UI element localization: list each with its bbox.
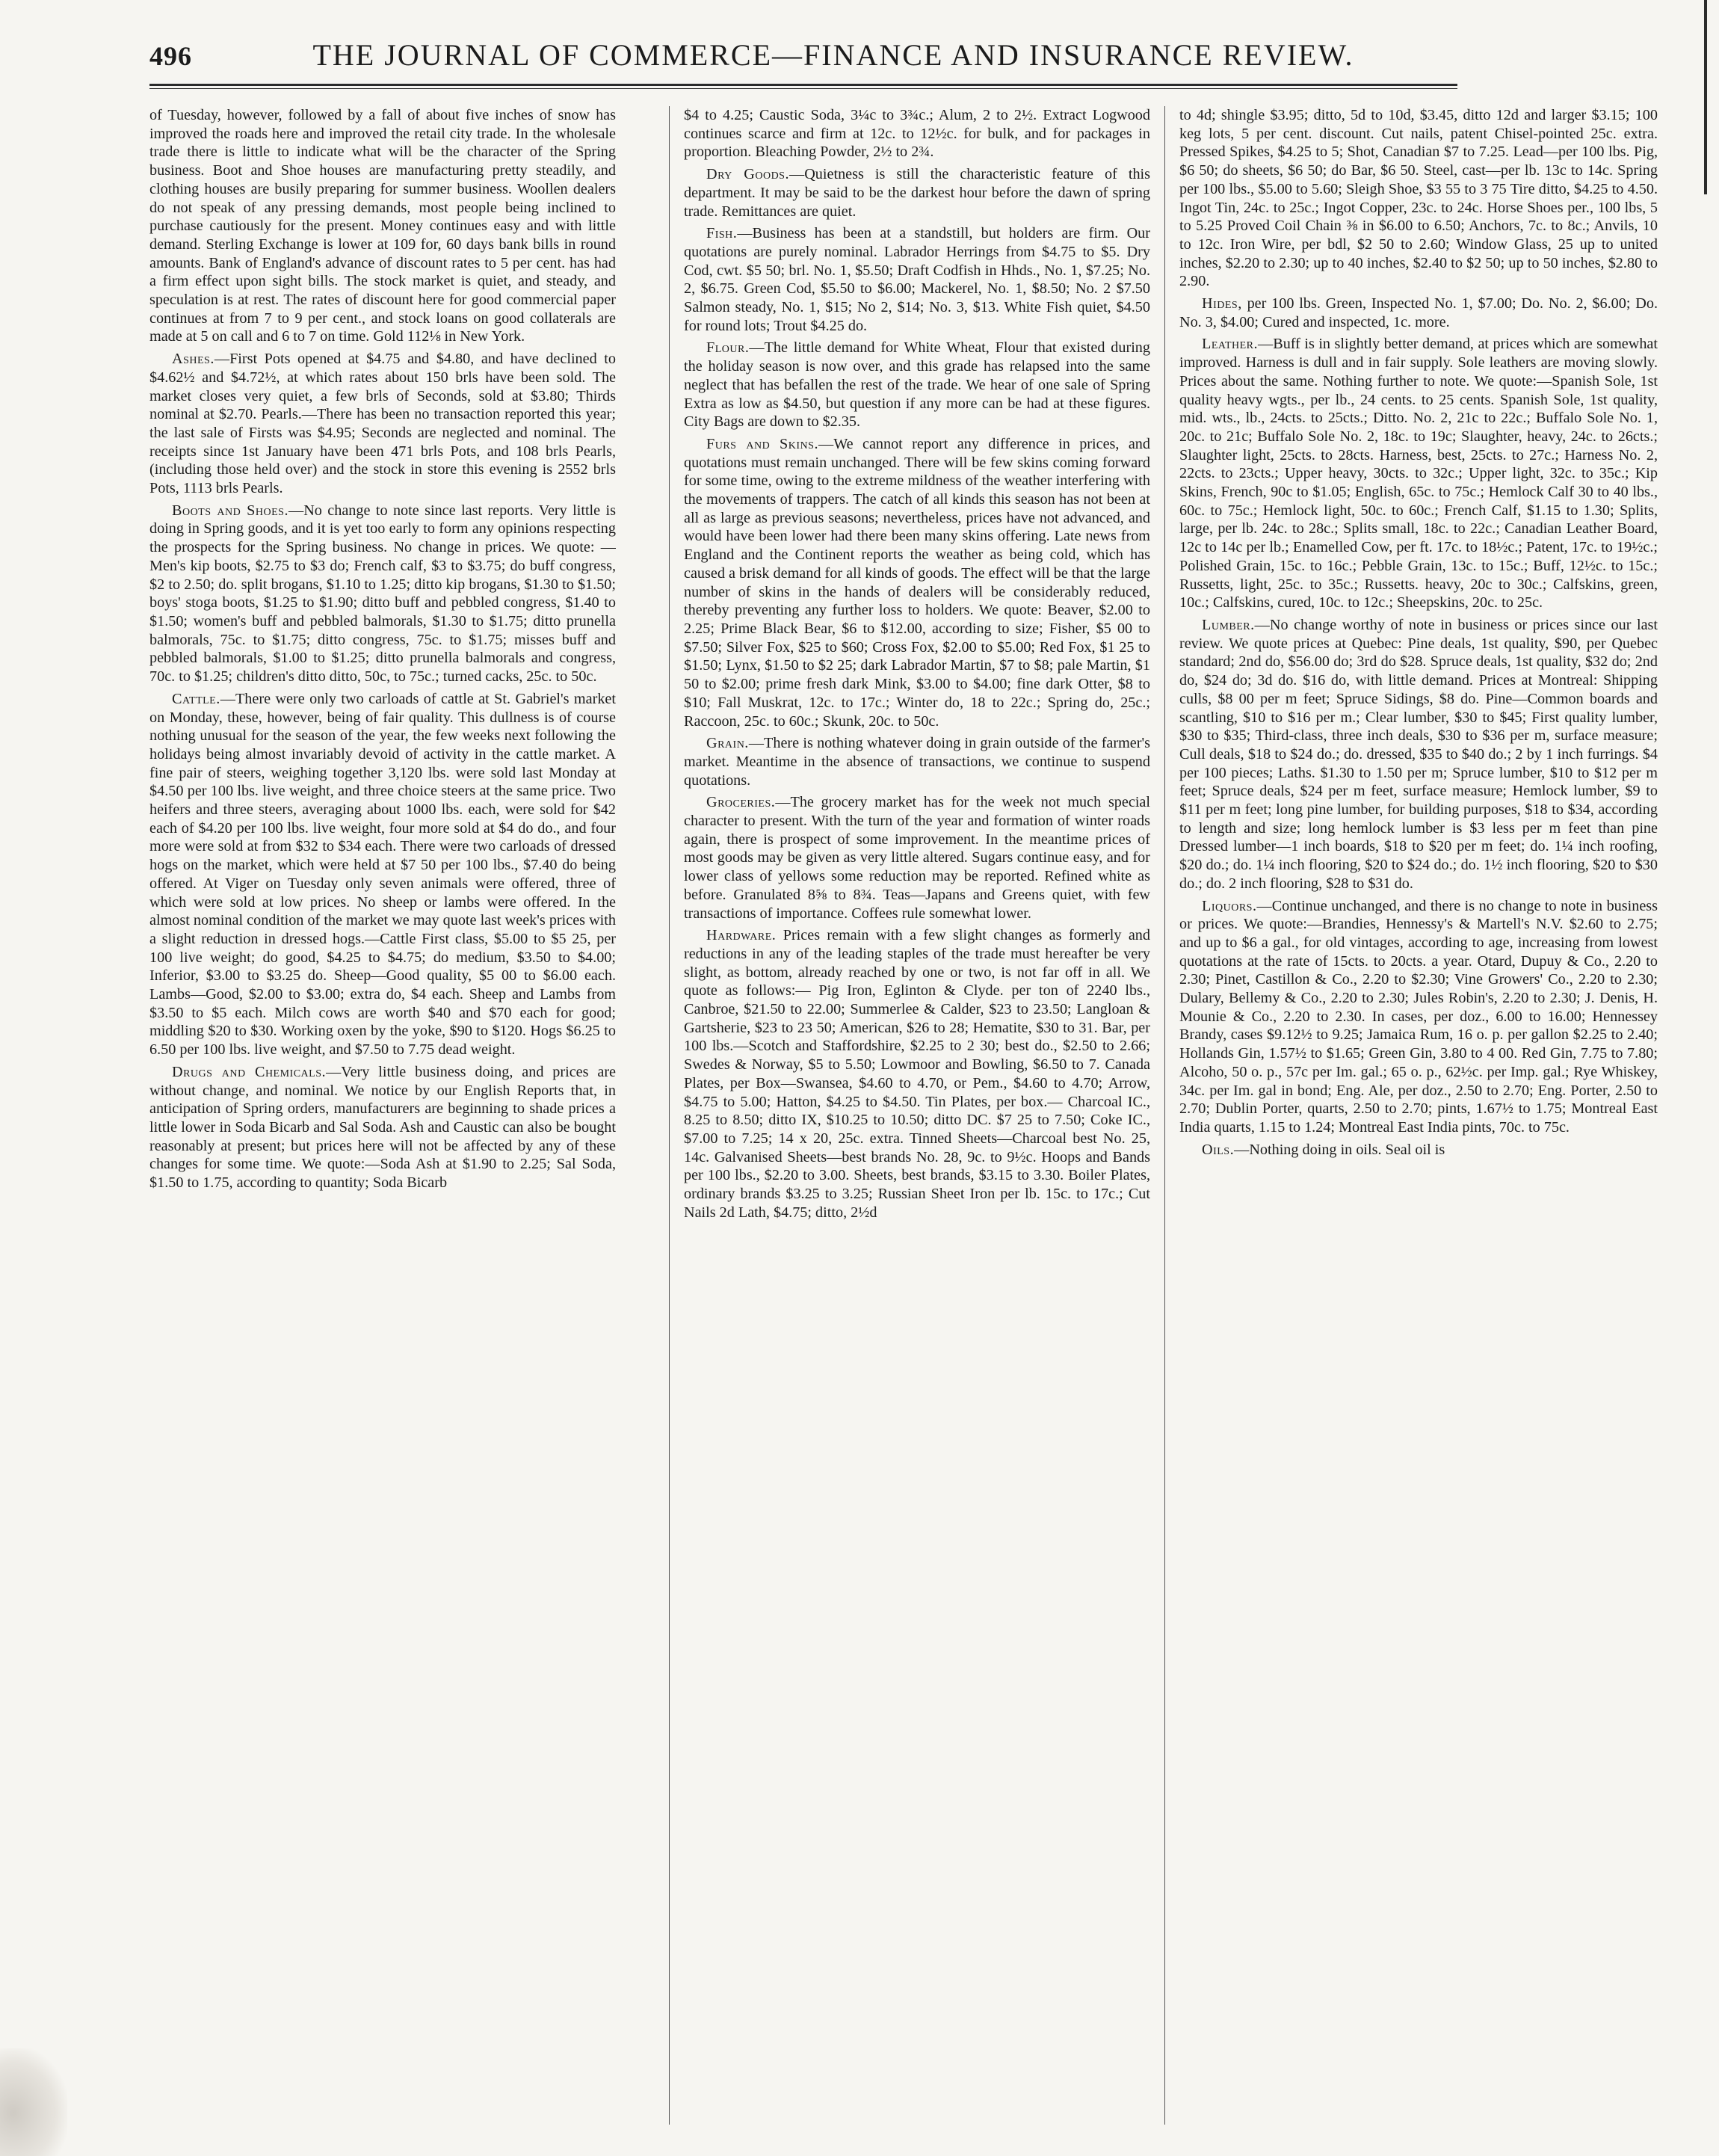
section-heading: Groceries.: [706, 794, 776, 811]
paragraph-text: —Nothing doing in oils. Seal oil is: [1234, 1141, 1445, 1158]
paragraph-text: —Very little business doing, and prices are without change, and nominal. We notice by our English Reports that, in anticipation of Spring orders, manufacturers are beginning to shade prices a little lower in Soda Bicarb and Sal Soda. Ash and Caustic can also be bought reasonably at present; but prices here will not be affected by any of these changes for some time. We quote:—Soda Ash at $1.90 to 2.25; Sal Soda, $1.50 to 1.75, according to quantity; Soda Bicarb: [149, 1063, 616, 1192]
page-stain: [0, 2048, 67, 2156]
paragraph-text: —Quietness is still the characteristic feature of this department. It may be said to be the darkest hour before the dawn of spring trade. Remittances are quiet.: [684, 166, 1150, 220]
paragraph-text: —Buff is in slightly better demand, at prices which are somewhat improved. Harness is dull and in fair supply. Sole leathers are moving slowly. Prices about the same. Nothing further to note. We quote:—Spanish Sole, 1st quality heavy wgts., per lb., 24 cents. to 25 cents. Spanish Sole, 1st quality, mid. wts., lb., 24cts. to 25cts.; Ditto. No. 2, 21c to 22c.; Buffalo Sole No. 1, 20c. to 21c; Buffalo Sole No. 2, 18c. to 19c; Slaughter, heavy, 24c. to 26cts.; Slaughter light, 25cts. to 28cts. Harness, best, 25cts. to 27c.; Harness No. 2, 22cts. to 23cts.; Upper heavy, 30cts. to 32c.; Upper light, 32c. to 35c.; Kip Skins, French, 90c to $1.05; English, 65c. to 75c.; Hemlock Calf 30 to 40 lbs., 60c. to 75c.; Hemlock light, 50c. to 60c.; French Calf, $1.15 to 1.30; Splits, large, per lb. 24c. to 28c.; Splits small, 18c. to 22c.; Canadian Leather Board, 12c to 14c per lb.; Enamelled Cow, per ft. 17c. to 18½c.; Patent, 17c. to 19½c.; Polished Grain, 15c. to 16c.; Pebble Grain, 13c. to 15c.; Buff, 12½c. to 15c.; Russetts, light, 25c. to 35c.; Russetts. heavy, 20c to 30c.; Calfskins, green, 10c.; Calfskins, cured, 10c. to 12c.; Sheepskins, 20c. to 25c.: [1179, 336, 1658, 612]
market-report-paragraph: [149, 690, 616, 1059]
market-report-paragraph: [149, 350, 616, 498]
market-report-paragraph: [1179, 295, 1658, 331]
market-report-paragraph: [149, 1063, 616, 1192]
section-heading: Liquors.: [1202, 897, 1257, 914]
market-report-paragraph: [684, 435, 1150, 730]
section-heading: Flour.: [706, 339, 750, 357]
column-3: [1179, 106, 1658, 2125]
paragraph-text: Prices remain with a few slight changes as formerly and reductions in any of the leading staples of the trade must hereafter be very slight, as bottom, already reached by one or two, is not far off in all. We quote as follows:— Pig Iron, Eglinton & Clyde. per ton of 2240 lbs., Canbroe, $21.50 to 22.00; Summerlee & Calder, $23 to 23.50; Langloan & Gartsherie, $23 to 23 50; American, $26 to 28; Hematite, $30 to 31. Bar, per 100 lbs.—Scotch and Staffordshire, $2.25 to 2 30; best do., $2.50 to 2.66; Swedes & Norway, $5 to 5.50; Lowmoor and Bowling, $6.50 to 7. Canada Plates, per Box—Swansea, $4.60 to 4.70, or Pem., $4.60 to 4.70; Arrow, $4.75 to 5.00; Hatton, $4.25 to $4.50. Tin Plates, per box.— Charcoal IC., 8.25 to 8.50; ditto IX, $10.25 to 10.50; ditto DC. $7 25 to 7.50; Coke IC., $7.00 to 7.25; 14 x 20, 25c. extra. Tinned Sheets—Charcoal best No. 25, 14c. Galvanised Sheets—best brands No. 28, 9c. to 9½c. Hoops and Bands per 100 lbs., $2.20 to 3.00. Sheets, best brands, $3.15 to 3.30. Boiler Plates, ordinary brands $3.25 to 3.25; Russian Sheet Iron per lb. 15c. to 17c.; Cut Nails 2d Lath, $4.75; ditto, 2½d: [684, 927, 1150, 1221]
column-divider: [1164, 106, 1165, 2125]
paragraph-text: —The grocery market has for the week not much special character to present. With the turn of the year and formation of winter roads again, there is prospect of some improvement. In the meantime prices of most goods may be given as very little altered. Sugars continue easy, and for lower class of yellows some reduction may be reported. Refined white as before. Granulated 8⅝ to 8¾. Teas—Japans and Greens quiet, with few transactions of importance. Coffees rule somewhat lower.: [684, 794, 1150, 922]
paragraph-text: —No change worthy of note in business or prices since our last review. We quote prices at Quebec: Pine deals, 1st quality, $90, per Quebec standard; 2nd do, $56.00 do; 3rd do $28. Spruce deals, 1st quality, $32 do; 2nd do, $24 do; 3d do. $16 do, with little demand. Prices at Montreal: Shipping culls, $8 00 per m feet; Spruce Sidings, $8 do. Pine—Common boards and scantling, $10 to $16 per m.; Clear lumber, $30 to $45; First quality lumber, $30 to $35; Third-class, three inch deals, $30 to $36 per m, surface measure; Cull deals, $18 to $24 do.; do. dressed, $35 to $40 do.; 2 by 1 inch furrings. $4 per 100 pieces; Laths. $1.30 to 1.50 per m; Spruce lumber, $10 to $12 per m feet; Spruce deals, $24 per m feet, surface measure; Hemlock lumber, $9 to $11 per m feet; long pine lumber, for building purposes, $18 to $34, according to length and size; long hemlock lumber is $3 less per m feet than pine Dressed lumber—1 inch boards, $18 to $20 per m feet; do. 1¼ inch roofing, $20 do.; do. 1¼ inch flooring, $20 to $24 do.; do. 1½ inch flooring, $20 to $30 do.; do. 2 inch flooring, $28 to $31 do.: [1179, 616, 1658, 892]
market-report-paragraph: [1179, 897, 1658, 1137]
paragraph-text: —There were only two carloads of cattle at St. Gabriel's market on Monday, these, however, being of fair quality. This dullness is of course nothing unusual for the season of the year, the few weeks next following the holidays being almost invariably devoid of activity in the cattle market. A fine pair of steers, weighing together 3,120 lbs. were sold last Monday at $4.50 per 100 lbs. live weight, and three choice steers at the same price. Two heifers and three steers, averaging about 1000 lbs. each, were sold for $42 each of $4.20 per 100 lbs. live weight, four more sold at $4 do do., and four more were sold at from $32 to $34 each. There were two carloads of dressed hogs on the market, which were held at $7 50 per 100 lbs., $7.40 do being offered. At Viger on Tuesday only seven animals were offered, three of which were sold at low prices. No sheep or lambs were offered. In the almost nominal condition of the market we may quote last week's prices with a slight reduction in dressed hogs.—Cattle First class, $5.00 to $5 25, per 100 live weight; do good, $4.25 to $4.75; do medium, $3.50 to $4.00; Inferior, $3.00 to $3.25 do. Sheep—Good quality, $5 00 to $6.00 each. Lambs—Good, $2.00 to $3.00; extra do, $4 each. Sheep and Lambs from $3.50 to $5 each. Milch cows are worth $40 and $70 each for good; middling $20 to $30. Working oxen by the yoke, $90 to $120. Hogs $6.25 to 6.50 per 100 lbs. live weight, and $7.50 to 7.75 dead weight.: [149, 690, 616, 1059]
market-report-paragraph: [1179, 616, 1658, 893]
market-report-paragraph: [684, 926, 1150, 1222]
market-report-paragraph: [1179, 335, 1658, 612]
market-report-paragraph: [684, 224, 1150, 335]
paragraph-text: $4 to 4.25; Caustic Soda, 3¼c to 3¾c.; Alum, 2 to 2½. Extract Logwood continues scarce and firm at 12c. to 12½c. for bulk, and for packages in proportion. Bleaching Powder, 2½ to 2¾.: [684, 107, 1150, 161]
market-report-paragraph: [149, 502, 616, 686]
section-heading: Oils.: [1202, 1141, 1235, 1158]
section-heading: Lumber.: [1202, 616, 1255, 633]
section-heading: Ashes.: [172, 351, 215, 368]
paragraph-text: —Continue unchanged, and there is no change to note in business or prices. We quote:—Brandies, Hennessy's & Martell's N.V. $2.60 to 2.75; and up to $6 a gal., for old vintages, according to age, increasing from lowest quotations at the rate of 15cts. to 20cts. a year. Otard, Dupuy & Co., 2.20 to 2.30; Pinet, Castillon & Co., 2.20 to $2.30; Vine Growers' Co., 2.20 to 2.30; Dulary, Bellemy & Co., 2.20 to 2.30; Jules Robin's, 2.20 to 2.30; J. Denis, H. Mounie & Co., 2.20 to 2.30. In cases, per doz., 6.00 to 16.00; Hennessey Brandy, cases $9.12½ to 9.25; Jamaica Rum, 16 o. p. per gallon $2.25 to 2.40; Hollands Gin, 1.57½ to $1.65; Green Gin, 3.80 to 4 00. Red Gin, 7.75 to 7.80; Alcoho, 50 o. p., 57c per Im. gal.; 65 o. p., 62½c. per Imp. gal.; Rye Whiskey, 34c. per Im. gal in bond; Eng. Ale, per doz., 2.50 to 2.70; Eng. Porter, 2.50 to 2.70; Dublin Porter, quarts, 2.50 to 2.70; pints, 1.67½ to 1.75; Montreal East India quarts, 1.15 to 1.24; Montreal East India pints, 70c. to 75c.: [1179, 897, 1658, 1136]
column-1: [149, 106, 616, 2125]
section-heading: Grain.: [706, 735, 749, 752]
paragraph-text: —We cannot report any difference in prices, and quotations must remain unchanged. There will be few skins coming forward for some time, owing to the extreme mildness of the weather interfering with the movements of trappers. The catch of all kinds this season has not been at all as large as previous seasons; nevertheless, prices have not advanced, and would have been lower had there been many skins offering. Late news from England and the Continent reports the weather as being cold, which has caused a brisk demand for all kinds of goods. The effect will be that the large number of skins in the hands of dealers will be considerably reduced, thereby preventing any further loss to holders. We quote: Beaver, $2.00 to 2.25; Prime Black Bear, $6 to $12.00, according to size; Fisher, $5 00 to $7.50; Silver Fox, $25 to $60; Cross Fox, $2.00 to $5.00; Red Fox, $1 25 to $1.50; Lynx, $1.50 to $2 25; dark Labrador Martin, $7 to $8; pale Martin, $1 50 to $2.00; prime fresh dark Mink, $3.00 to $4.00; fine dark Otter, $8 to $10; Fall Muskrat, 12c. to 17c.; Winter do, 18 to 22c.; Spring do, 25c.; Raccoon, 25c. to 60c.; Skunk, 20c. to 50c.: [684, 435, 1150, 730]
page-edge-mark: [1704, 0, 1707, 194]
section-heading: Hardware.: [706, 927, 777, 944]
market-report-paragraph: [684, 165, 1150, 221]
section-heading: Leather.: [1202, 336, 1259, 353]
section-heading: Dry Goods.: [706, 166, 790, 183]
running-title: THE JOURNAL OF COMMERCE—FINANCE AND INSURANCE REVIEW.: [312, 38, 1354, 72]
paragraph-text: per 100 lbs. Green, Inspected No. 1, $7.00; Do. No. 2, $6.00; Do. No. 3, $4.00; Cured and inspected, 1c. more.: [1179, 295, 1658, 330]
paragraph-text: to 4d; shingle $3.95; ditto, 5d to 10d, $3.45, ditto 12d and larger $3.15; 100 keg lots, 5 per cent. discount. Cut nails, patent Chisel-pointed 25c. extra. Pressed Spikes, $4.25 to 5; Shot, Canadian $7 to 7.25. Lead—per 100 lbs. Pig, $6 50; do sheets, $6 50; do Bar, $6 50. Steel, cast—per lb. 13c to 14c. Spring per 100 lbs., $5.00 to 5.60; Sleigh Shoe, $3 55 to 3 75 Tire ditto, $4.25 to 4.50. Ingot Tin, 24c. to 25c.; Ingot Copper, 23c. to 24c. Horse Shoes per., 100 lbs, 5 to 5.25 Proved Coil Chain ⅜ in $6.00 to 6.50; Anchors, 7c. to 8c.; Anvils, 10 to 12c. Iron Wire, per bdl, $2 50 to 2.60; Window Glass, 25 up to united inches, $2.20 to 2.30; up to 40 inches, $2.40 to $2 50; up to 50 inches, $2.80 to 2.90.: [1179, 107, 1658, 290]
section-heading: Furs and Skins.: [706, 435, 819, 452]
continued-paragraph: [149, 106, 616, 346]
column-divider: [669, 106, 670, 2125]
section-heading: Boots and Shoes.: [172, 502, 289, 519]
paragraph-text: of Tuesday, however, followed by a fall of about five inches of snow has improved the roads here and improved the retail city trade. In the wholesale trade there is little to indicate what will be the character of the Spring business. Boot and Shoe houses are manufacturing pretty steadily, and clothing houses are busily preparing for summer business. Woollen dealers do not speak of any pressing demands, most people being inclined to purchase cautiously for the present. Money continues easy and with little demand. Sterling Exchange is lower at 109 for, 60 days bank bills in round amounts. Bank of England's advance of discount rates to 5 per cent. has had a firm effect upon sight bills. The stock market is quiet, and steady, and speculation is at rest. The rates of discount here for good commercial paper continues at from 7 to 9 per cent., and stock loans on good collaterals are made at 5 on call and 6 to 7 on time. Gold 112⅛ in New York.: [149, 107, 616, 345]
market-report-paragraph: [684, 734, 1150, 789]
market-report-paragraph: [1179, 1141, 1658, 1159]
continued-paragraph: [1179, 106, 1658, 291]
section-heading: Fish.: [706, 225, 738, 242]
paragraph-text: —Business has been at a standstill, but holders are firm. Our quotations are purely nominal. Labrador Herrings from $4.75 to $5. Dry Cod, cwt. $5 50; brl. No. 1, $5.50; Draft Codfish in Hhds., No. 1, $7.25; No. 2, $6.75. Green Cod, $5.50 to $6.00; Mackerel, No. 1, $8.50; No. 2 $7.50 Salmon steady, No. 1, $15; No 2, $14; No. 3, $13. White Fish quiet, $4.50 for round lots; Trout $4.25 do.: [684, 225, 1150, 334]
page-header: [149, 37, 1457, 75]
column-2: [684, 106, 1150, 2125]
header-rule-thin: [149, 88, 1457, 89]
section-heading: Drugs and Chemicals.: [172, 1063, 327, 1080]
continued-paragraph: [684, 106, 1150, 161]
section-heading: Cattle.: [172, 690, 220, 707]
paragraph-text: —There is nothing whatever doing in grain outside of the farmer's market. Meantime in the absence of transactions, we continue to suspend quotations.: [684, 735, 1150, 789]
page-number: 496: [149, 41, 192, 71]
section-heading: Hides,: [1202, 295, 1242, 312]
paragraph-text: —First Pots opened at $4.75 and $4.80, and have declined to $4.62½ and $4.72½, at which rates about 150 brls have been sold. The market closes very quiet, a few brls of Seconds, sold at $3.80; Thirds nominal at $2.70. Pearls.—There has been no transaction reported this year; the last sale of Firsts was $4.95; Seconds are neglected and nominal. The receipts since 1st January have been 471 brls Pots, and 108 brls Pearls, (including those held over) and the stock in store this evening is 2552 brls Pots, 1113 brls Pearls.: [149, 351, 616, 497]
market-report-paragraph: [684, 793, 1150, 923]
paragraph-text: —The little demand for White Wheat, Flour that existed during the holiday season is now over, and this grade has relapsed into the same neglect that has befallen the rest of the trade. We hear of one sale of Spring Extra as low as $4.50, but question if any more can be had at these figures. City Bags are down to $2.35.: [684, 339, 1150, 431]
paragraph-text: —No change to note since last reports. Very little is doing in Spring goods, and it is yet too early to form any opinions respecting the prospects for the Spring business. No change in prices. We quote: — Men's kip boots, $2.75 to $3 do; French calf, $3 to $3.75; do buff congress, $2 to 2.50; do. split brogans, $1.10 to 1.25; ditto kip brogans, $1.30 to $1.50; boys' stoga boots, $1.25 to $1.90; ditto buff and pebbled congress, $1.40 to $1.50; women's buff and pebbled balmorals, $1.30 to $1.75; ditto prunella balmorals, 75c. to $1.75; ditto congress, 75c. to $1.75; misses buff and pebbled balmorals, $1.00 to $1.25; ditto prunella balmorals and congress, 70c. to $1.25; children's ditto ditto, 50c, to 75c.; turned cacks, 25c. to 50c.: [149, 502, 616, 686]
header-rule: [149, 84, 1457, 86]
market-report-paragraph: [684, 339, 1150, 431]
